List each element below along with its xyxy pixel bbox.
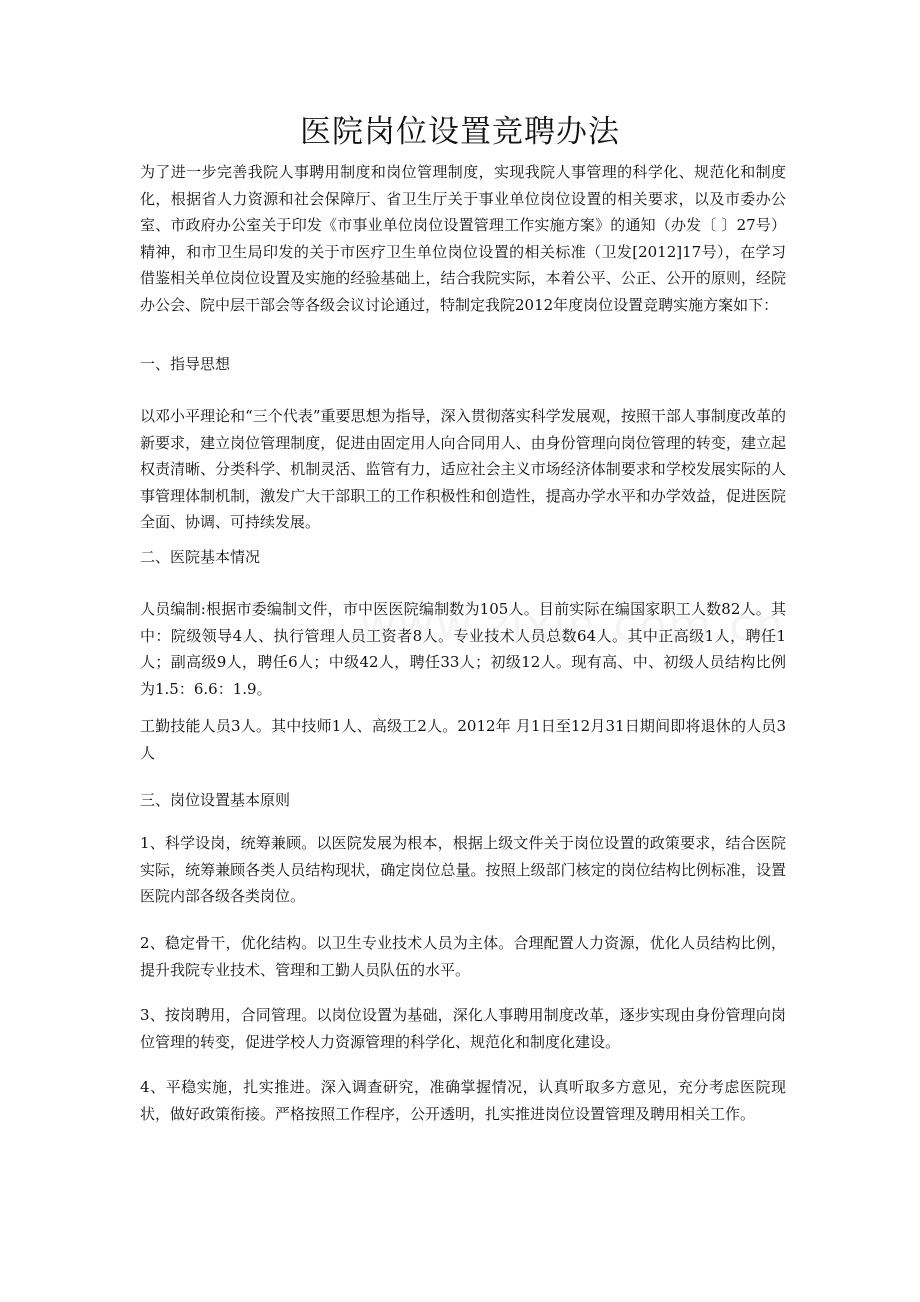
intro-paragraph: 为了进一步完善我院人事聘用制度和岗位管理制度，实现我院人事管理的科学化、规范化和制度化，根据省人力资源和社会保障厅、省卫生厅关于事业单位岗位设置的相关要求，以及市委办公室、市政府办公室关于印发《市事业单位岗位设置管理工作实施方案》的通知（办发〔 〕27号）精神，和市卫生局印发的关于市医疗卫生单位岗位设置的相关标准（卫发[2012]17号），在学习借鉴相关单位岗位设置及实施的经验基础上，结合我院实际，本着公平、公正、公开的原则，经院办公会、院中层干部会等各级会议讨论通过，特制定我院2012年度岗位设置竞聘实施方案如下： bbox=[140, 163, 786, 314]
document-title: 医院岗位设置竞聘办法 bbox=[300, 114, 620, 150]
section2-heading: 二、医院基本情况 bbox=[140, 548, 261, 566]
principle-item-3: 3、按岗聘用，合同管理。以岗位设置为基础，深化人事聘用制度改革，逐步实现由身份管理向岗位管理的转变，促进学校人力资源管理的科学化、规范化和制度化建设。 bbox=[140, 1006, 786, 1051]
staffing-paragraph: 人员编制:根据市委编制文件，市中医医院编制数为105人。目前实际在编国家职工人数82人。其中：院级领导4人、执行管理人员工资者8人。专业技术人员总数64人。其中正高级1人，聘任1人；副高级9人，聘任6人；中级42人，聘任33人；初级12人。现有高、中、初级人员结构比例为1.5：6.6：1.9。 bbox=[140, 600, 786, 698]
section1-heading: 一、指导思想 bbox=[140, 355, 231, 373]
principle-item-1: 1、科学设岗，统筹兼顾。以医院发展为根本，根据上级文件关于岗位设置的政策要求，结合医院实际，统筹兼顾各类人员结构现状，确定岗位总量。按照上级部门核定的岗位结构比例标准，设置医院内部各级各类岗位。 bbox=[140, 834, 786, 905]
workers-paragraph: 工勤技能人员3人。其中技师1人、高级工2人。2012年 月1日至12月31日期间即将退休的人员3人 bbox=[140, 717, 786, 762]
principle-item-2: 2、稳定骨干，优化结构。以卫生专业技术人员为主体。合理配置人力资源，优化人员结构比例，提升我院专业技术、管理和工勤人员队伍的水平。 bbox=[140, 934, 786, 979]
principle-item-4: 4、平稳实施，扎实推进。深入调查研究，准确掌握情况，认真听取多方意见，充分考虑医院现状，做好政策衔接。严格按照工作程序，公开透明，扎实推进岗位设置管理及聘用相关工作。 bbox=[140, 1078, 786, 1123]
section3-heading: 三、岗位设置基本原则 bbox=[140, 791, 291, 809]
section1-paragraph: 以邓小平理论和“三个代表”重要思想为指导，深入贯彻落实科学发展观，按照干部人事制度改革的新要求，建立岗位管理制度，促进由固定用人向合同用人、由身份管理向岗位管理的转变，建立起权责清晰、分类科学、机制灵活、监管有力，适应社会主义市场经济体制要求和学校发展实际的人事管理体制机制，激发广大干部职工的工作积极性和创造性，提高办学水平和办学效益，促进医院全面、协调、可持续发展。 bbox=[140, 407, 786, 531]
